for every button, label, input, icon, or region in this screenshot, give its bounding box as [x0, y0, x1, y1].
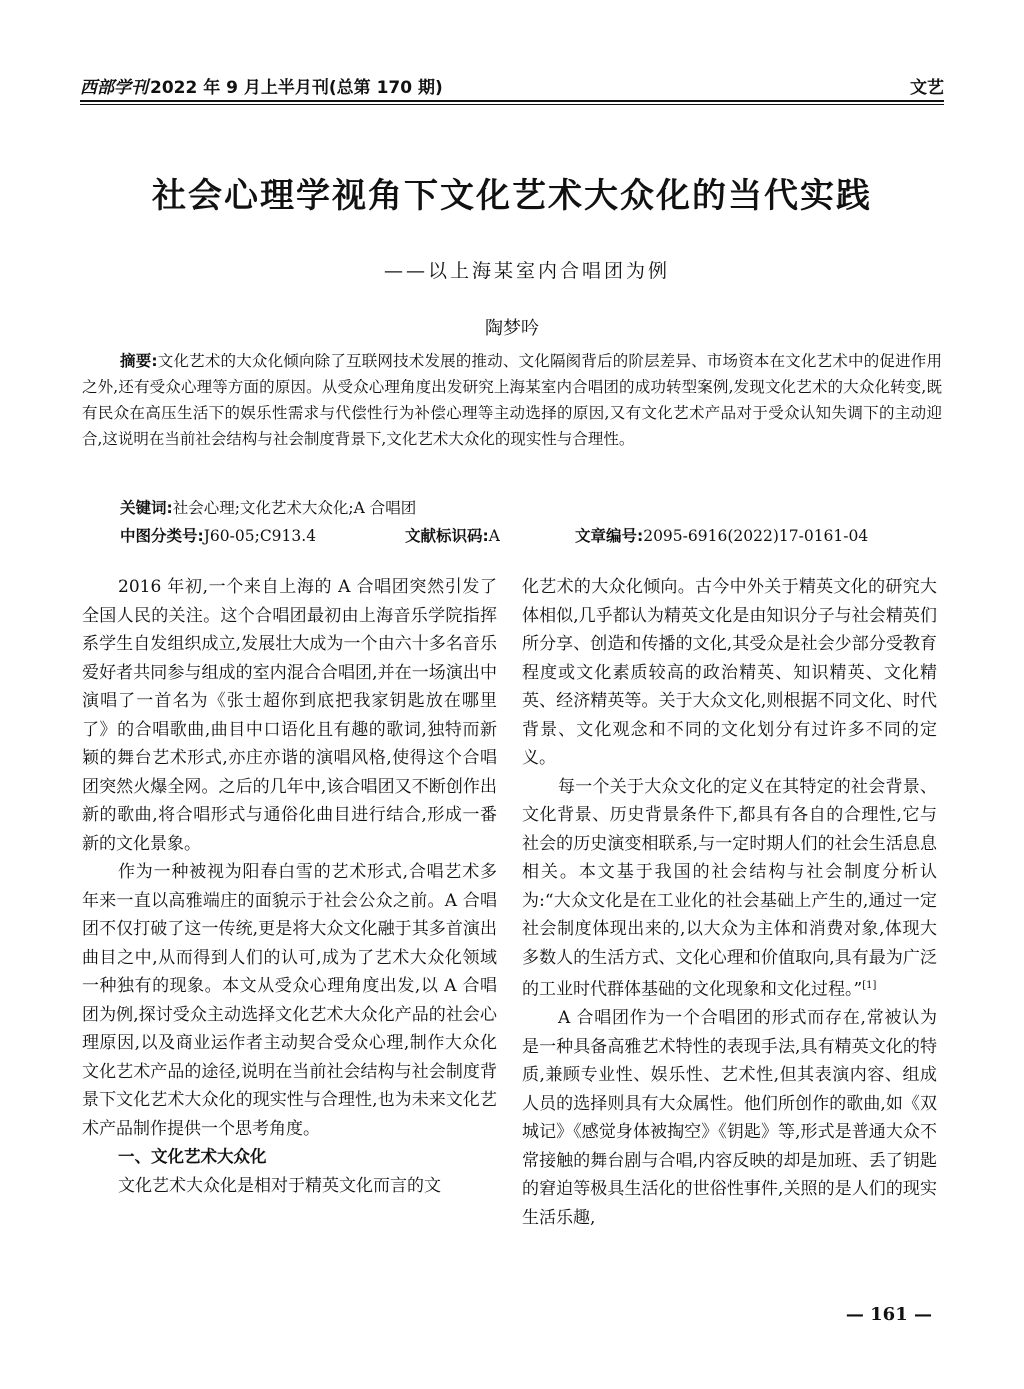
paragraph: 文化艺术大众化是相对于精英文化而言的文	[118, 1175, 441, 1196]
keywords-label: 关键词:	[120, 499, 173, 517]
article-no-label: 文章编号:	[575, 527, 644, 545]
doc-code-value: A	[488, 527, 500, 545]
issue-info: 2022 年 9 月上半月刊(总第 170 期)	[150, 78, 443, 98]
left-column	[82, 573, 497, 1200]
page-number: — 161 —	[845, 1304, 932, 1325]
clc-code	[120, 524, 405, 546]
article-no-value: 2095-6916(2022)17-0161-04	[643, 527, 869, 545]
article-author: 陶梦吟	[485, 318, 539, 339]
article-subtitle: ——以上海某室内合唱团为例	[383, 260, 670, 282]
doc-code-label: 文献标识码:	[405, 527, 489, 545]
abstract-text: 文化艺术的大众化倾向除了互联网技术发展的推动、文化隔阂背后的阶层差异、市场资本在文化艺术中的促进作用之外,还有受众心理等方面的原因。从受众心理角度出发研究上海某室内合唱团的成功转型案例,发现文化艺术的大众化转变,既有民众在高压生活下的娱乐性需求与代偿性行为补偿心理等主动选择的原因,又有文化艺术产品对于受众认知失调下的主动迎合,这说明在当前社会结构与社会制度背景下,文化艺术大众化的现实性与合理性。	[82, 352, 942, 448]
clc-label: 中图分类号:	[120, 527, 204, 545]
clc-value: J60-05;C913.4	[203, 527, 317, 545]
document-code	[405, 524, 575, 546]
right-column	[522, 573, 937, 1232]
article-meta	[120, 524, 920, 546]
paragraph-text: 每一个关于大众文化的定义在其特定的社会背景、文化背景、历史背景条件下,都具有各自的合理性,它与社会的历史演变相联系,与一定时期人们的社会生活息息相关。本文基于我国的社会结构与社会制度分析认为:“大众文化是在工业化的社会基础上产生的,通过一定社会制度体现出来的,以大众为主体和消费对象,体现大多数人的生活方式、文化心理和价值取向,具有最为广泛的工业时代群体基础的文化现象和文化过程。”	[522, 776, 937, 1000]
abstract	[82, 348, 942, 452]
abstract-label: 摘要:	[120, 352, 158, 370]
paragraph: 化艺术的大众化倾向。古今中外关于精英文化的研究大体相似,几乎都认为精英文化是由知识分子与社会精英们所分享、创造和传播的文化,其受众是社会少部分受教育程度或文化素质较高的政治精英、知识精英、文化精英、经济精英等。关于大众文化,则根据不同文化、时代背景、文化观念和不同的文化划分有过许多不同的定义。	[522, 577, 937, 768]
header-rule	[80, 100, 944, 102]
paragraph: A 合唱团作为一个合唱团的形式而存在,常被认为是一种具备高雅艺术特性的表现手法,具有精英文化的特质,兼顾专业性、娱乐性、艺术性,但其表演内容、组成人员的选择则具有大众属性。他们所创作的歌曲,如《双城记》《感觉身体被掏空》《钥匙》等,形式是普通大众不常接触的舞台剧与合唱,内容反映的却是加班、丢了钥匙的窘迫等极具生活化的世俗性事件,关照的是人们的现实生活乐趣,	[522, 1008, 937, 1228]
section-heading: 一、文化艺术大众化	[118, 1147, 267, 1166]
running-header	[80, 68, 944, 98]
section-name: 文艺	[910, 78, 944, 98]
header-left	[80, 73, 443, 98]
header-rule-thin	[80, 104, 944, 105]
journal-logo: 西部学刊	[80, 78, 148, 98]
citation-ref[interactable]: [1]	[862, 980, 877, 991]
article-title: 社会心理学视角下文化艺术大众化的当代实践	[152, 176, 872, 216]
paragraph: 2016 年初,一个来自上海的 A 合唱团突然引发了全国人民的关注。这个合唱团最初由上海音乐学院指挥系学生自发组织成立,发展壮大成为一个由六十多名音乐爱好者共同参与组成的室内混合合唱团,并在一场演出中演唱了一首名为《张士超你到底把我家钥匙放在哪里了》的合唱歌曲,曲目中口语化且有趣的歌词,独特而新颖的舞台艺术形式,亦庄亦谐的演唱风格,使得这个合唱团突然火爆全网。之后的几年中,该合唱团又不断创作出新的歌曲,将合唱形式与通俗化曲目进行结合,形成一番新的文化景象。	[82, 577, 497, 854]
paragraph	[522, 773, 937, 1005]
paragraph: 作为一种被视为阳春白雪的艺术形式,合唱艺术多年来一直以高雅端庄的面貌示于社会公众之前。A 合唱团不仅打破了这一传统,更是将大众文化融于其多首演出曲目之中,从而得到人们的认可,成为了艺术大众化领域一种独有的现象。本文从受众心理角度出发,以 A 合唱团为例,探讨受众主动选择文化艺术大众化产品的社会心理原因,以及商业运作者主动契合受众心理,制作大众化文化艺术产品的途径,说明在当前社会结构与社会制度背景下文化艺术大众化的现实性与合理性,也为未来文化艺术产品制作提供一个思考角度。	[82, 862, 497, 1139]
article-number	[575, 524, 868, 546]
keywords-text: 社会心理;文化艺术大众化;A 合唱团	[172, 499, 417, 517]
keywords	[120, 496, 416, 518]
